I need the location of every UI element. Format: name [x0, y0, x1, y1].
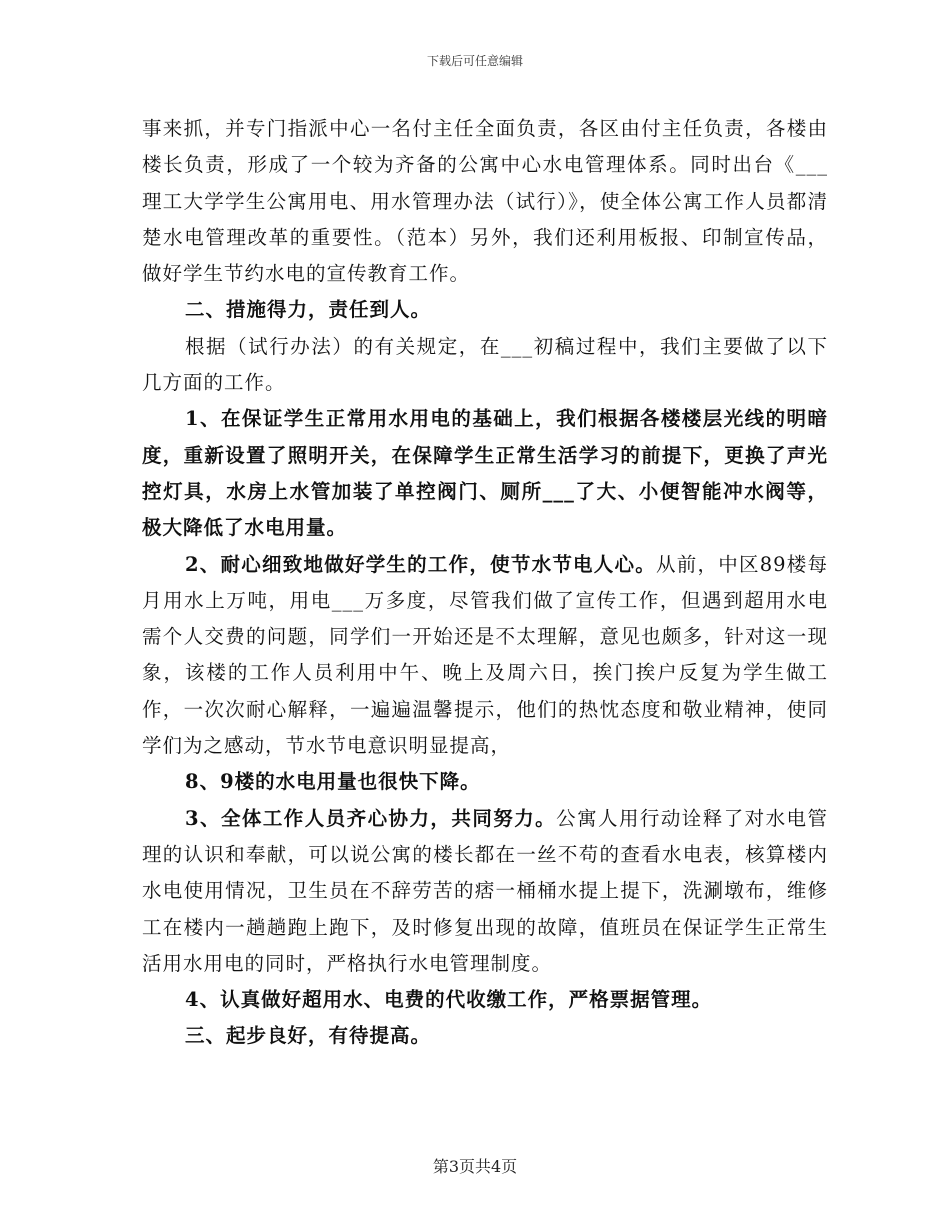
section-heading-2: 二、措施得力，责任到人。 [185, 298, 432, 322]
item-3-lead: 3、全体工作人员齐心协力，共同努力。 [185, 806, 557, 830]
paragraph-intro: 根据（试行办法）的有关规定，在___初稿过程中，我们主要做了以下几方面的工作。 [142, 334, 828, 395]
section-heading-3: 三、起步良好，有待提高。 [185, 1024, 432, 1048]
item-2-tail: 8、9楼的水电用量也很快下降。 [185, 770, 481, 794]
paragraph-continuation: 事来抓，并专门指派中心一名付主任全面负责，各区由付主任负责，各楼由楼长负责，形成了一个较为齐备的公寓中心水电管理体系。同时出台《___理工大学学生公寓用电、用水管理办法（试行）》，使全体公寓工作人员都清楚水电管理改革的重要性。（范本）另外，我们还利用板报、印制宣传品，做好学生节约水电的宣传教育工作。 [142, 117, 828, 286]
item-2-body: 从前，中区89楼每月用水上万吨，用电___万多度，尽管我们做了宣传工作，但遇到超用水电需个人交费的问题，同学们一开始还是不太理解，意见也颇多，针对这一现象，该楼的工作人员利用中午、晚上及周六日，挨门挨户反复为学生做工作，一次次耐心解释，一遍遍温馨提示，他们的热忱态度和敬业精神，使同学们为之感动，节水节电意识明显提高， [142, 552, 828, 758]
item-1-paragraph: 1、在保证学生正常用水用电的基础上，我们根据各楼楼层光线的明暗度，重新设置了照明开关，在保障学生正常生活学习的前提下，更换了声光控灯具，水房上水管加装了单控阀门、厕所___了大、小便智能冲水阀等，极大降低了水电用量。 [142, 407, 828, 540]
item-4-paragraph: 4、认真做好超用水、电费的代收缴工作，严格票据管理。 [185, 988, 713, 1012]
item-3-paragraph [142, 801, 828, 982]
item-2-paragraph [142, 547, 828, 765]
page-header: 下载后可任意编辑 [426, 54, 523, 68]
item-2-lead: 2、耐心细致地做好学生的工作，使节水节电人心。 [185, 552, 657, 576]
page-footer: 第3页共4页 [432, 1157, 518, 1176]
document-body [142, 111, 828, 1055]
item-3-body: 公寓人用行动诠释了对水电管理的认识和奉献，可以说公寓的楼长都在一丝不苟的查看水电表，核算楼内水电使用情况，卫生员在不辞劳苦的痞一桶桶水提上提下，洗涮墩布，维修工在楼内一趟趟跑上跑下，及时修复出现的故障，值班员在保证学生正常生活用水用电的同时，严格执行水电管理制度。 [142, 806, 828, 975]
